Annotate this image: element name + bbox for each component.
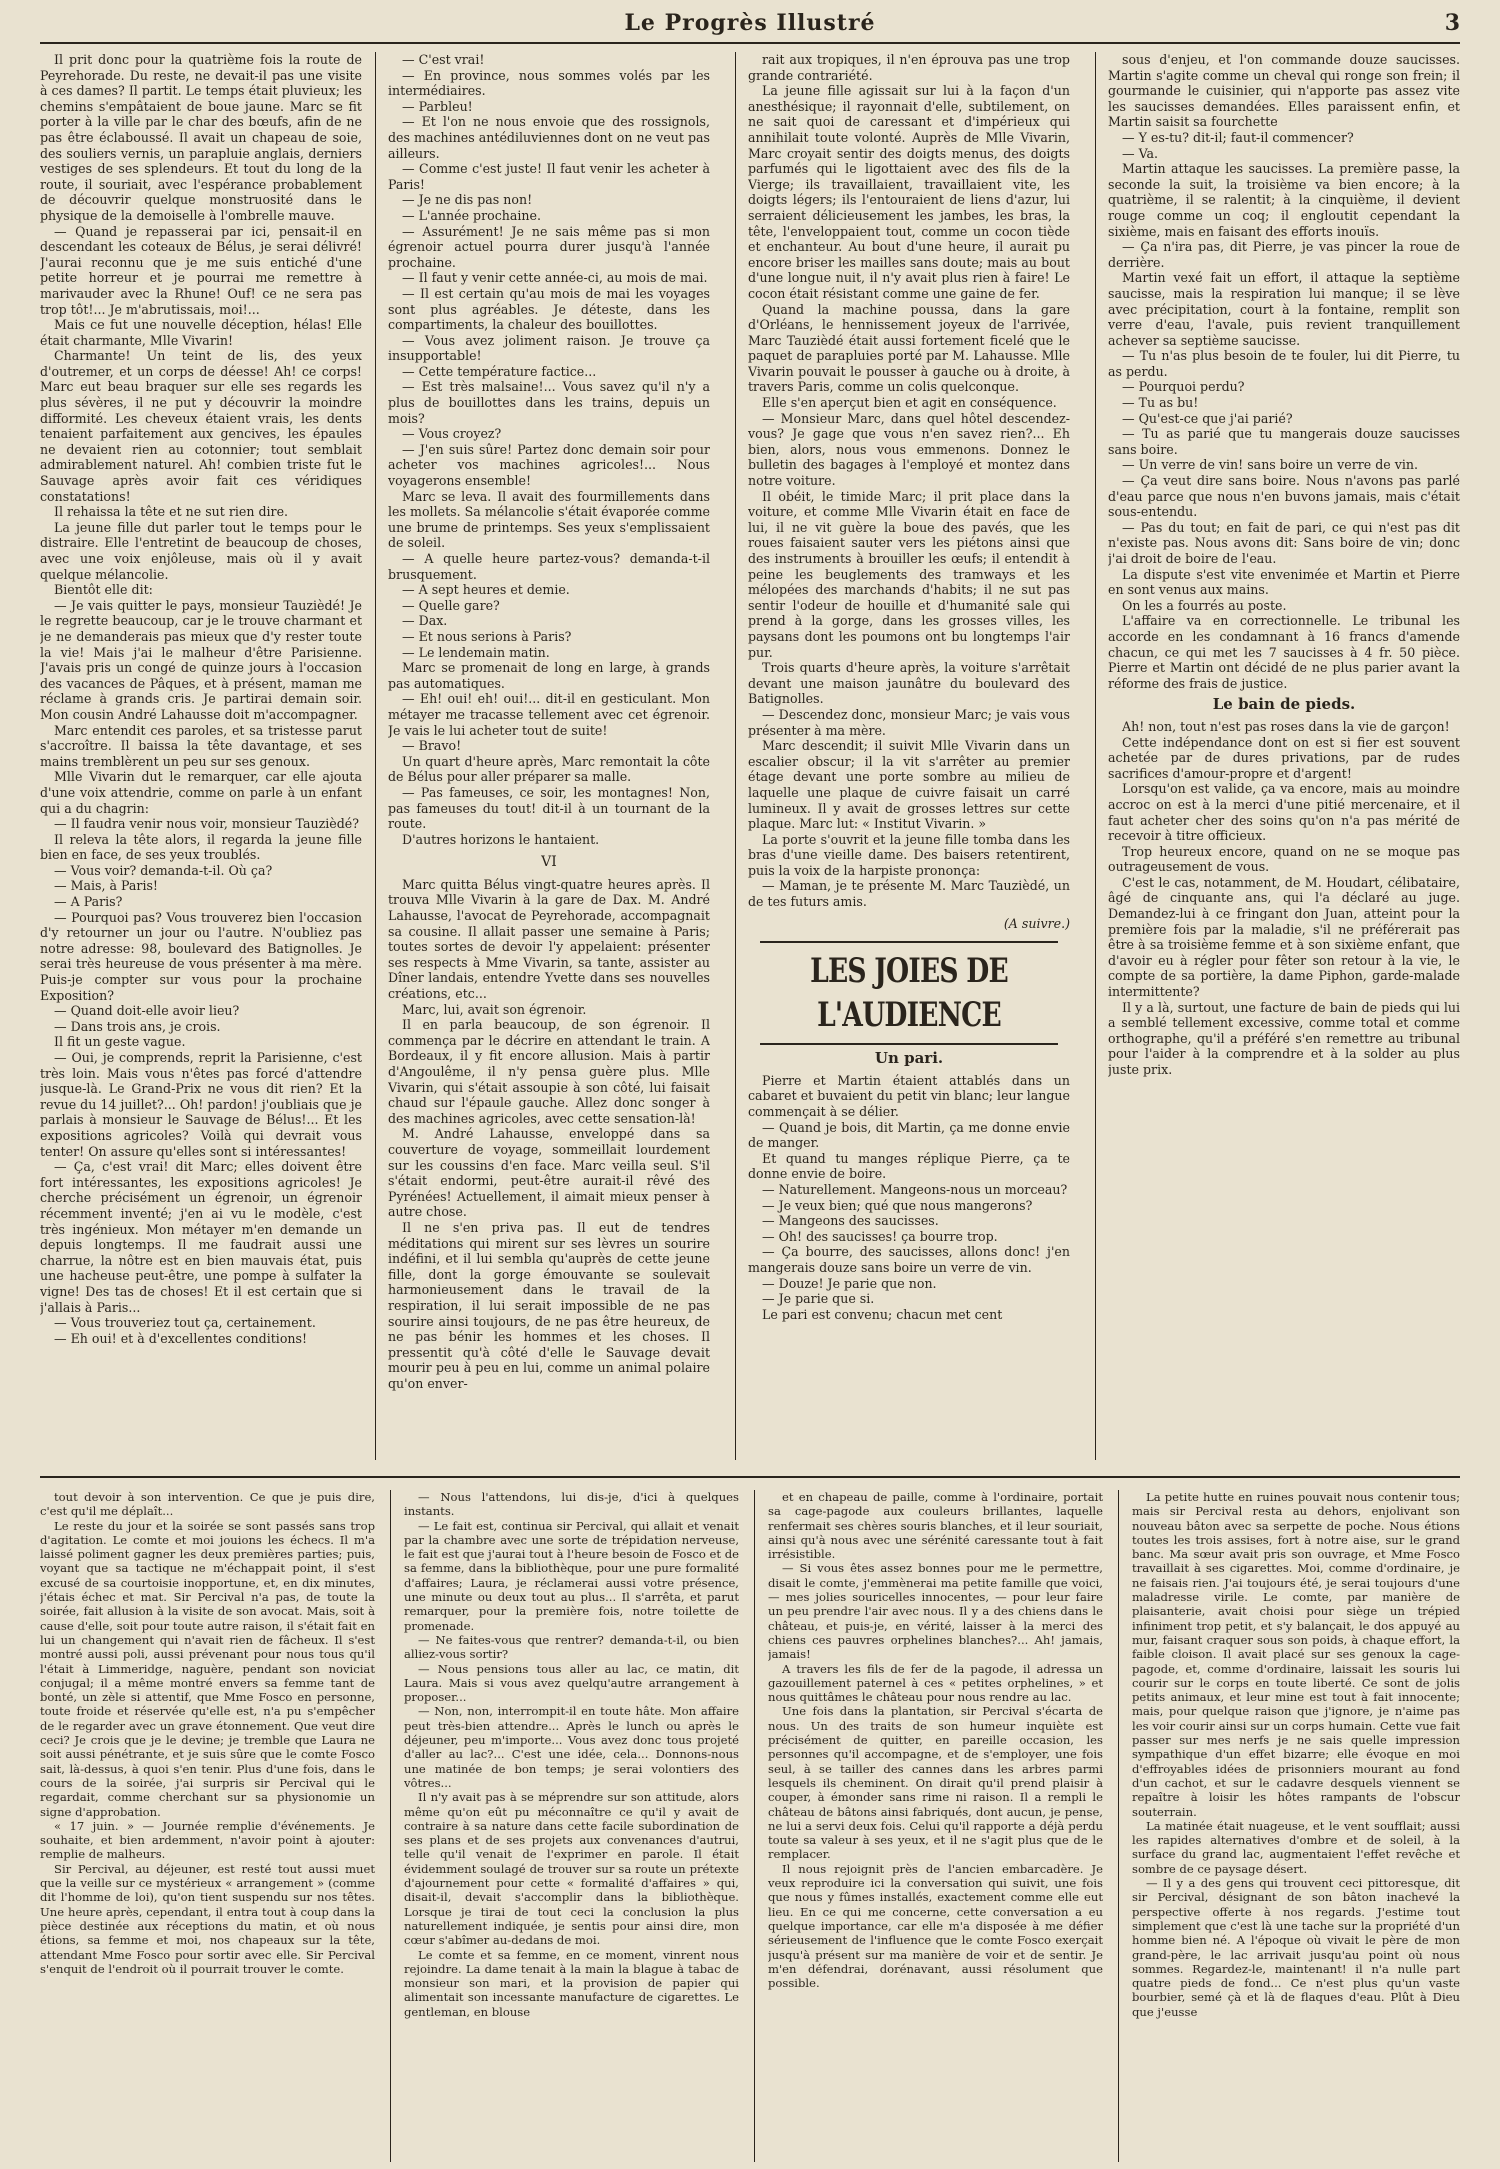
paragraph: — Pas du tout; en fait de pari, ce qui n'est pas dit n'existe pas. Nous avons dit: Sans boire de vin; donc j'ai droit de boire de l'eau.: [1108, 519, 1460, 566]
paragraph: — Mais, à Paris!: [54, 878, 158, 894]
paragraph: — Et l'on ne nous envoie que des rossignols, des machines antédiluviennes dont on ne veut pas ailleurs.: [388, 114, 710, 161]
to-be-continued: (A suivre.): [1003, 915, 1070, 931]
paragraph: — Non, non, interrompit-il en toute hâte. Mon affaire peut très-bien attendre... Après le lunch ou après le déjeuner, peu m'importe... Vous avez donc tous projeté d'aller au lac?... C'est une idée, cela... Donnons-nous une matinée de bon temps; je serai volontiers des vôtres...: [404, 1704, 739, 1790]
page-number: 3: [1444, 10, 1460, 36]
paragraph: — Ne faites-vous que rentrer? demanda-t-il, ou bien alliez-vous sortir?: [404, 1632, 739, 1662]
paragraph: — Je vais quitter le pays, monsieur Tauzièdé! Je le regrette beaucoup, car je le trouve charmant et je ne demanderais pas mieux que d'y rester toute la vie! Mais j'ai le malheur d'être Parisienne. J'avais pris un congé de quinze jours à l'occasion des vacances de Pâques, et à présent, maman me réclame à grands cris. Je partirai demain soir. Mon cousin André Lahausse doit m'accompagner.: [40, 597, 362, 722]
paragraph: C'est le cas, notamment, de M. Houdart, célibataire, âgé de cinquante ans, qui l'a déclaré au juge. Demandez-lui à ce fringant don Juan, atteint pour la première fois par la maladie, s'il ne préférerait pas être à sa troisième femme et à son sixième enfant, que d'avoir eu à régler pour fêter son retour à la vie, le compte de sa portière, la dame Piphon, garde-malade intermittente?: [1108, 874, 1460, 1000]
paragraph: et en chapeau de paille, comme à l'ordinaire, portait sa cage-pagode aux couleurs brillantes, laquelle renfermait ses chères souris blanches, et il leur souriait, ainsi qu'à nous avec une sérénité caressante tout à fait irrésistible.: [768, 1490, 1103, 1562]
paragraph: Il nous rejoignit près de l'ancien embarcadère. Je veux reproduire ici la conversation qui suivit, une fois que nous y fûmes installés, exactement comme elle eut lieu. En ce qui me concerne, cette conversation a eu quelque importance, car elle m'a disposée à me défier sérieusement de l'influence que le comte Fosco exerçait jusqu'à présent sur ma manière de voir et de sentir. Je m'en défendrai, dorénavant, aussi résolument que possible.: [768, 1861, 1103, 1991]
paragraph: Il n'y avait pas à se méprendre sur son attitude, alors même qu'on eût pu méconnaître ce qu'il y avait de contraire à sa nature dans cette facile subordination de ses plans et de ses projets aux convenances d'autrui, telle qu'il venait de l'exprimer en parole. Il était évidemment soulagé de trouver sur sa route un prétexte d'ajournement pour cette « formalité d'affaires » qui, disait-il, devait s'accomplir dans la bibliothèque. Lorsque je tirai de tout ceci la conclusion la plus naturellement indiquée, je sentis pour ainsi dire, mon cœur s'abîmer au-dedans de moi.: [404, 1790, 739, 1948]
paragraph: — Douze! Je parie que non.: [762, 1275, 937, 1291]
paragraph: On les a fourrés au poste.: [1122, 597, 1287, 613]
paragraph: — J'en suis sûre! Partez donc demain soir pour acheter vos machines agricoles!... Nous voyagerons ensemble!: [388, 441, 710, 489]
paragraph: Il rehaissa la tête et ne sut rien dire.: [54, 504, 289, 520]
paragraph: Il en parla beaucoup, de son égrenoir. Il commença par le décrire en attendant le train. A Bordeaux, il y fit encore allusion. Mais à partir d'Angoulême, il n'y pensa guère plus. Mlle Vivarin, qui s'était assoupie à son côté, lui faisait chaud sur l'épaule gauche. Allez donc songer à des machines agricoles, avec cette sensation-là!: [388, 1017, 710, 1126]
paragraph: — Un verre de vin! sans boire un verre de vin.: [1122, 457, 1418, 473]
paragraph: — Assurément! Je ne sais même pas si mon égrenoir actuel pourra durer jusqu'à l'année prochaine.: [388, 223, 710, 270]
chapter-number: VI: [541, 854, 557, 871]
paragraph: — Il faut y venir cette année-ci, au mois de mai.: [402, 270, 708, 286]
paragraph: — Le lendemain matin.: [402, 644, 550, 660]
paragraph: Et quand tu manges réplique Pierre, ça te donne envie de boire.: [748, 1150, 1070, 1182]
column-rule: [754, 1490, 755, 2162]
paragraph: Il fit un geste vague.: [54, 1034, 186, 1050]
paragraph: — Je ne dis pas non!: [402, 192, 533, 208]
paragraph: — Ça n'ira pas, dit Pierre, je vas pincer la roue de derrière.: [1108, 239, 1460, 270]
paragraph: — Ça, c'est vrai! dit Marc; elles doivent être fort intéressantes, les expositions agricoles! Je cherche précisément un égrenoir, un égrenoir récemment inventé; j'en ai vu le modèle, c'est très ingénieux. Mon métayer m'en demande un depuis longtemps. Il me faudrait aussi une charrue, la nôtre est en bien mauvais état, puis une hacheuse peut-être, une pompe à sulfater la vigne! Des tas de choses! Et il est certain que si j'allais à Paris...: [40, 1159, 362, 1315]
top-column-2: [388, 52, 710, 1460]
paragraph: — Naturellement. Mangeons-nous un morceau?: [762, 1182, 1068, 1197]
paragraph: La jeune fille agissait sur lui à la façon d'un anesthésique; il rayonnait d'elle, subtilement, on ne sait quoi de caressant et d'impérieux qui annihilait toute volonté. Auprès de Mlle Vivarin, Marc croyait sentir des doigts menus, des doigts parfumés qui le ligottaient avec des fils de la Vierge; ils travaillaient, travaillaient vite, les doigts légers; ils l'entouraient de liens d'azur, lui serraient délicieusement les jambes, les bras, la tête, l'enveloppaient tout, comme un cocon tiède et enchanteur. Au bout d'une heure, il aurait pu encore briser les mailles sans doute; mais au bout d'une longue nuit, il n'y avait plus rien à faire! Le cocon était résistant comme une gaine de fer.: [748, 83, 1070, 301]
paragraph: — Eh oui! et à d'excellentes conditions!: [54, 1330, 308, 1346]
paragraph: — Nous pensions tous aller au lac, ce matin, dit Laura. Mais si vous avez quelqu'autre arrangement à proposer...: [404, 1661, 739, 1705]
paragraph: — Eh! oui! eh! oui!... dit-il en gesticulant. Mon métayer me tracasse tellement avec cet égrenoir. Je vais le lui acheter tout de suite!: [388, 691, 710, 738]
paragraph: — A sept heures et demie.: [402, 582, 570, 598]
bottom-column-1: [40, 1490, 375, 2162]
paragraph: sous d'enjeu, et l'on commande douze saucisses. Martin s'agite comme un cheval qui ronge son frein; il gourmande le cuisinier, qui n'apporte pas assez vite les saucisses demandées. Elles paraissent enfin, et Martin saisit sa fourchette: [1108, 52, 1460, 130]
paragraph: — Il faudra venir nous voir, monsieur Tauzièdé?: [54, 816, 359, 832]
paragraph: D'autres horizons le hantaient.: [402, 831, 600, 847]
paragraph: L'affaire va en correctionnelle. Le tribunal les accorde en les condamnant à 16 francs d'amende chacun, ce qui met les 7 saucisses à 4 fr. 50 pièce. Pierre et Martin ont décidé de ne plus parier avant la réforme des frais de justice.: [1108, 613, 1460, 691]
paragraph: — Tu as bu!: [1122, 395, 1199, 411]
paragraph: — Oh! des saucisses! ça bourre trop.: [762, 1228, 998, 1244]
column-rule: [1118, 1490, 1119, 2162]
top-column-1: [40, 52, 362, 1460]
paragraph: tout devoir à son intervention. Ce que je puis dire, c'est qu'il me déplaît...: [40, 1490, 375, 1519]
paragraph: Mlle Vivarin dut le remarquer, car elle ajouta d'une voix attendrie, comme on parle à un enfant qui a du chagrin:: [40, 769, 362, 816]
paragraph: La porte s'ouvrit et la jeune fille tomba dans les bras d'une vieille dame. Des baisers retentirent, puis la voix de la harpiste prononça:: [748, 831, 1070, 878]
paragraph: Il y a là, surtout, une facture de bain de pieds qui lui a semblé tellement excessive, comme total et comme orthographe, qu'il a préféré s'en remettre au tribunal pour l'aider à la comprendre et à la solder au plus juste prix.: [1108, 999, 1460, 1077]
column-rule: [390, 1490, 391, 2162]
paragraph: — Et nous serions à Paris?: [402, 628, 572, 644]
paragraph: — Y es-tu? dit-il; faut-il commencer?: [1122, 129, 1354, 145]
paragraph: — Vous croyez?: [402, 426, 502, 442]
paragraph: — Pourquoi pas? Vous trouverez bien l'occasion d'y retourner un jour ou l'autre. N'oubliez pas notre adresse: 98, boulevard des Batignolles. Je serai très heureuse de vous présenter à ma mère. Puis-je compter sur vous pour la prochaine Exposition?: [40, 909, 362, 1003]
paragraph: — Ça bourre, des saucisses, allons donc! j'en mangerais douze sans boire un verre de vin.: [748, 1244, 1070, 1275]
paragraph: — Ça veut dire sans boire. Nous n'avons pas parlé d'eau parce que nous n'en buvons jamais, mais c'était sous-entendu.: [1108, 473, 1460, 520]
bottom-column-3: [768, 1490, 1103, 2162]
paragraph: rait aux tropiques, il n'en éprouva pas une trop grande contrariété.: [748, 52, 1070, 83]
paragraph: Marc se leva. Il avait des fourmillements dans les mollets. Sa mélancolie s'était évaporée comme une brume de printemps. Ses yeux s'emplissaient de soleil.: [388, 488, 710, 551]
paragraph: Marc, lui, avait son égrenoir.: [402, 1001, 587, 1017]
paragraph: — Dans trois ans, je crois.: [54, 1018, 221, 1034]
column-rule: [735, 52, 736, 1460]
article-subtitle: Le bain de pieds.: [1212, 695, 1356, 714]
top-column-3: [748, 52, 1070, 1460]
paragraph: Ah! non, tout n'est pas roses dans la vie de garçon!: [1122, 718, 1450, 734]
paragraph: — Qu'est-ce que j'ai parié?: [1122, 410, 1293, 426]
column-rule: [1095, 52, 1096, 1460]
paragraph: — En province, nous sommes volés par les intermédiaires.: [388, 67, 710, 99]
section-rule: [40, 1476, 1460, 1478]
paragraph: Marc quitta Bélus vingt-quatre heures après. Il trouva Mlle Vivarin à la gare de Dax. M. André Lahausse, l'avocat de Peyrehorade, accompagnait sa cousine. Il allait passer une semaine à Paris; toutes sortes de devoir l'y appelaient: présenter ses respects à Mme Vivarin, sa tante, assister au Dîner landais, entendre Yvette dans ses nouvelles créations, etc...: [388, 876, 710, 1002]
paragraph: Sir Percival, au déjeuner, est resté tout aussi muet que la veille sur ce mystérieux « arrangement » (comme dit l'homme de loi), qu'on tient suspendu sur nos têtes. Une heure après, cependant, il entra tout à coup dans la pièce destinée aux réceptions du matin, et où nous étions, sa femme et moi, nos chapeaux sur la tête, attendant Mme Fosco pour sortir avec elle. Sir Percival s'enquit de l'endroit où il pourrait trouver le comte.: [40, 1861, 375, 1976]
paragraph: La jeune fille dut parler tout le temps pour le distraire. Elle l'entretint de beaucoup de choses, avec une voix enjôleuse, mais où il y avait quelque mélancolie.: [40, 519, 362, 582]
paragraph: — Mangeons des saucisses.: [762, 1213, 939, 1229]
paragraph: Elle s'en aperçut bien et agit en conséquence.: [762, 395, 1057, 411]
paragraph: — A quelle heure partez-vous? demanda-t-il brusquement.: [388, 551, 710, 582]
paragraph: — Vous trouveriez tout ça, certainement.: [54, 1315, 316, 1331]
paragraph: M. André Lahausse, enveloppé dans sa couverture de voyage, sommeillait lourdement sur les coussins d'en face. Marc veilla seul. S'il s'était endormi, peut-être aurait-il rêvé des Pyrénées! Actuellement, il aimait mieux penser à autre chose.: [388, 1126, 710, 1220]
paragraph: — Est très malsaine!... Vous savez qu'il n'y a plus de bouillottes dans les trains, depuis un mois?: [388, 379, 710, 426]
paragraph: — Le fait est, continua sir Percival, qui allait et venait par la chambre avec une sorte de trépidation nerveuse, le fait est que j'aurai tout à l'heure besoin de Fosco et de sa femme, dans la bibliothèque, pour une pure formalité d'affaires; Laura, je réclamerai aussi votre présence, une minute ou deux tout au plus... Il s'arrêta, et parut remarquer, pour la première fois, notre toilette de promenade.: [404, 1518, 739, 1633]
paragraph: Pierre et Martin étaient attablés dans un cabaret et buvaient du petit vin blanc; leur langue commençait à se délier.: [748, 1072, 1070, 1120]
paragraph: Martin attaque les saucisses. La première passe, la seconde la suit, la troisième va bien encore; à la quatrième, il se ralentit; à la cinquième, il devient rouge comme un coq; il engloutit cependant la sixième, mais en faisant des efforts inouïs.: [1108, 161, 1460, 239]
paragraph: — A Paris?: [54, 894, 123, 910]
paragraph: Il ne s'en priva pas. Il eut de tendres méditations qui mirent sur ses lèvres un sourire indéfini, et il lui sembla qu'auprès de cette jeune fille, dont la gorge émouvante se soulevait harmonieusement dans le travail de la respiration, il lui serait impossible de ne pas sourire ainsi toujours, de ne pas être heureux, de ne pas bénir les hommes et les choses. Il pressentit qu'à côté d'elle le Sauvage devait mourir peu à peu en lui, comme un animal polaire qu'on enver-: [388, 1219, 710, 1391]
paragraph: — Maman, je te présente M. Marc Tauzièdé, un de tes futurs amis.: [748, 878, 1070, 910]
paragraph: — Nous l'attendons, lui dis-je, d'ici à quelques instants.: [404, 1490, 739, 1519]
paragraph: — Quand je repasserai par ici, pensait-il en descendant les coteaux de Bélus, je serai délivré! J'aurai reconnu que je me suis entiché d'une petite horreur et je pourrai me remettre à marivauder avec la Rhune! Ouf! ce ne sera pas trop tôt!... Je m'abrutissais, moi!...: [40, 223, 362, 317]
paragraph: — Si vous êtes assez bonnes pour me le permettre, disait le comte, j'emmènerai ma petite famille que voici, — mes jolies souricelles innocentes, — pour leur faire un peu prendre l'air avec nous. Il y a des chiens dans le château, et puis-je, en vérité, laisser à la merci des chiens ces pauvres orphelines blanches?... Ah! jamais, jamais!: [768, 1561, 1103, 1662]
paragraph: Marc entendit ces paroles, et sa tristesse parut s'accroître. Il baissa la tête davantage, et ses mains tremblèrent un peu sur ses genoux.: [40, 722, 362, 769]
paragraph: Le pari est convenu; chacun met cent: [762, 1306, 1003, 1322]
paragraph: — Monsieur Marc, dans quel hôtel descendez-vous? Je gage que vous n'en savez rien?... Eh bien, alors, nous vous emmenons. Donnez le bulletin des bagages à l'employé et montez dans notre voiture.: [748, 410, 1070, 489]
paragraph: — Pas fameuses, ce soir, les montagnes! Non, pas fameuses du tout! dit-il à un tournant de la route.: [388, 784, 710, 832]
paragraph: La dispute s'est vite envenimée et Martin et Pierre en sont venus aux mains.: [1108, 566, 1460, 598]
paragraph: — Il y a des gens qui trouvent ceci pittoresque, dit sir Percival, désignant de son bâton inachevé la perspective offerte à nos regards. J'estime tout simplement que c'est là une tache sur la propriété d'un homme bien né. A l'époque où vivait le père de mon grand-père, le lac arrivait jusqu'au point où nous sommes. Regardez-le, maintenant! il n'a nulle part quatre pieds de fond... Ce n'est plus qu'un vaste bourbier, semé çà et là de flaques d'eau. Plût à Dieu que j'eusse: [1132, 1876, 1460, 2019]
paragraph: — Tu n'as plus besoin de te fouler, lui dit Pierre, tu as perdu.: [1108, 348, 1460, 379]
paragraph: « 17 juin. » — Journée remplie d'événements. Je souhaite, et bien ardemment, n'avoir point à ajouter: remplie de malheurs.: [40, 1818, 375, 1862]
paragraph: Il obéit, le timide Marc; il prit place dans la voiture, et comme Mlle Vivarin était en face de lui, il ne vit guère la boue des pavés, que les roues faisaient sauter vers les piétons ainsi que des instruments à brouiller les œufs; il entendit à peine les beuglements des tramways et les mélopées des marchands d'habits; il ne sut pas sentir l'odeur de houille et d'humanité sale qui prend à la gorge, dans les grosses villes, les paysans dont les poumons ont bu longtemps l'air pur.: [748, 488, 1070, 660]
paragraph: — Comme c'est juste! Il faut venir les acheter à Paris!: [388, 161, 710, 192]
paragraph: Il releva la tête alors, il regarda la jeune fille bien en face, de ses yeux troublés.: [40, 831, 362, 863]
paragraph: Un quart d'heure après, Marc remontait la côte de Bélus pour aller préparer sa malle.: [388, 753, 710, 785]
paragraph: Lorsqu'on est valide, ça va encore, mais au moindre accroc on est à la merci d'une pitié mercenaire, et il faut acheter cher des soins qu'on n'a pas mérité de recevoir à titre officieux.: [1108, 781, 1460, 844]
paragraph: Cette indépendance dont on est si fier est souvent achetée par de dures privations, par de rudes sacrifices d'amour-propre et d'argent!: [1108, 734, 1460, 781]
bottom-column-2: [404, 1490, 739, 2162]
paragraph: — Quand je bois, dit Martin, ça me donne envie de manger.: [748, 1119, 1070, 1151]
section-title: LES JOIES DE L'AUDIENCE: [760, 941, 1058, 1045]
paragraph: Mais ce fut une nouvelle déception, hélas! Elle était charmante, Mlle Vivarin!: [40, 317, 362, 348]
page-header: [40, 8, 1460, 44]
paragraph: — Vous avez joliment raison. Je trouve ça insupportable!: [388, 332, 710, 364]
paragraph: — Tu as parié que tu mangerais douze saucisses sans boire.: [1108, 426, 1460, 457]
paragraph: Marc se promenait de long en large, à grands pas automatiques.: [388, 660, 710, 691]
paragraph: — Dax.: [402, 613, 448, 629]
paragraph: Trop heureux encore, quand on ne se moque pas outrageusement de vous.: [1108, 843, 1460, 875]
bottom-column-4: [1132, 1490, 1460, 2162]
paragraph: Le comte et sa femme, en ce moment, vinrent nous rejoindre. La dame tenait à la main la blague à tabac de monsieur son mari, et la provision de papier qui alimentait son incessante manufacture de cigarettes. Le gentleman, en blouse: [404, 1947, 739, 2019]
paragraph: — Va.: [1122, 145, 1159, 161]
article-subtitle: Un pari.: [874, 1049, 944, 1068]
paragraph: Trois quarts d'heure après, la voiture s'arrêtait devant une maison jaunâtre du boulevard des Batignolles.: [748, 660, 1070, 707]
paragraph: — Descendez donc, monsieur Marc; je vais vous présenter à ma mère.: [748, 706, 1070, 738]
paragraph: — Je veux bien; qué que nous mangerons?: [762, 1197, 1033, 1213]
paragraph: — Parbleu!: [402, 98, 473, 114]
newspaper-title: Le Progrès Illustré: [624, 10, 876, 36]
top-column-4: [1108, 52, 1460, 1460]
paragraph: — Oui, je comprends, reprit la Parisienne, c'est très loin. Mais vous n'êtes pas forcé d'attendre jusque-là. Le Grand-Prix ne vous dit rien? Et la revue du 14 juillet?... Oh! pardon! j'oubliais que je parlais à monsieur le Sauvage de Bélus!... Et les expositions agricoles? Voilà qui devrait vous tenter! On assure qu'elles sont si intéressantes!: [40, 1050, 362, 1159]
paragraph: — Cette température factice...: [402, 363, 597, 379]
paragraph: Il prit donc pour la quatrième fois la route de Peyrehorade. Du reste, ne devait-il pas une visite à ces dames? Il partit. Le temps était pluvieux; les chemins s'empâtaient de boue jaune. Marc se fit porter à la ville par le char des bœufs, afin de ne pas être éclaboussé. Il avait un chapeau de soie, des souliers vernis, un parapluie anglais, derniers vestiges de ses splendeurs. Et tout du long de la route, il souriait, avec l'espérance probablement de découvrir quelque monstruosité dans le physique de la demoiselle à l'ombrelle mauve.: [40, 52, 362, 223]
paragraph: La matinée était nuageuse, et le vent soufflait; aussi les rapides alternatives d'ombre et de soleil, à la surface du grand lac, augmentaient l'effet revêche et sombre de ce paysage désert.: [1132, 1818, 1460, 1876]
paragraph: — C'est vrai!: [402, 52, 485, 67]
paragraph: — Il est certain qu'au mois de mai les voyages sont plus agréables. Je déteste, dans les compartiments, la chaleur des bouillottes.: [388, 285, 710, 333]
paragraph: Charmante! Un teint de lis, des yeux d'outremer, et un corps de déesse! Ah! ce corps! Marc eut beau braquer sur elle ses regards les plus sévères, il ne put y découvrir la moindre difformité. Les cheveux étaient vrais, les dents tenaient parfaitement aux gencives, les épaules ne devaient rien au cotonnier; tout semblait admirablement naturel. Ah! combien triste fut le Sauvage après avoir fait ces véridiques constatations!: [40, 348, 362, 504]
paragraph: — Quand doit-elle avoir lieu?: [54, 1003, 240, 1019]
paragraph: Bientôt elle dit:: [54, 582, 153, 598]
paragraph: — Je parie que si.: [762, 1291, 875, 1307]
paragraph: Martin vexé fait un effort, il attaque la septième saucisse, mais la respiration lui manque; il se lève avec précipitation, court à la fontaine, remplit son verre d'eau, l'avale, puis revient tranquillement achever sa septième saucisse.: [1108, 270, 1460, 348]
paragraph: La petite hutte en ruines pouvait nous contenir tous; mais sir Percival resta au dehors, enjolivant son nouveau bâton avec sa serpette de poche. Nous étions toutes les trois assises, fort à notre aise, sur le grand banc. Ma sœur avait pris son ouvrage, et Mme Fosco travaillait à ses cigarettes. Moi, comme d'ordinaire, je ne faisais rien. J'ai toujours été, je serai toujours d'une maladresse virile. Le comte, par manière de plaisanterie, avait choisi pour siège un trépied infiniment trop petit, et s'y balançait, le dos appuyé au mur, faisant craquer sous son poids, à chaque effort, la faible cloison. Il avait placé sur ses genoux la cage-pagode, et, comme d'ordinaire, laissait les souris lui courir sur le corps en toute liberté. Ce sont de jolis petits animaux, et leur mine est tout à fait innocente; mais, pour quelque raison que j'ignore, je n'aime pas les voir courir ainsi sur un corps humain. Cette vue fait passer sur mes nerfs je ne sais quelle impression sympathique d'un effet bizarre; elle évoque en moi d'effroyables idées de prisonniers mourant au fond d'un cachot, et sur le cadavre desquels viennent se repaître à loisir les hôtes rampants de l'obscur souterrain.: [1132, 1490, 1460, 1819]
paragraph: A travers les fils de fer de la pagode, il adressa un gazouillement paternel à ces « petites orphelines, » et nous quittâmes le château pour nous rendre au lac.: [768, 1661, 1103, 1705]
paragraph: — Pourquoi perdu?: [1122, 379, 1245, 395]
paragraph: — Quelle gare?: [402, 597, 500, 613]
paragraph: Marc descendit; il suivit Mlle Vivarin dans un escalier obscur; il la vit s'arrêter au premier étage devant une porte sombre au milieu de laquelle une plaque de cuivre faisait un carré lumineux. Il y avait de grosses lettres sur cette plaque. Marc lut: « Institut Vivarin. »: [748, 738, 1070, 832]
paragraph: Une fois dans la plantation, sir Percival s'écarta de nous. Un des traits de son humeur inquiète est précisément de quitter, en pareille occasion, les personnes qu'il accompagne, et de s'employer, une fois seul, à se tailler des cannes dans les arbres parmi lesquels ils cheminent. On dirait qu'il prend plaisir à couper, à émonder sans rime ni raison. Il a rempli le château de bâtons ainsi fabriqués, dont aucun, je pense, ne lui a servi deux fois. Celui qu'il rapporte a déjà perdu toute sa valeur à ses yeux, et il ne s'agit plus que de le remplacer.: [768, 1704, 1103, 1862]
paragraph: Quand la machine poussa, dans la gare d'Orléans, le hennissement joyeux de l'arrivée, Marc Tauzièdé était aussi fortement ficelé que le paquet de parapluies porté par M. Lahausse. Mlle Vivarin pouvait le pousser à gauche ou à droite, à travers Paris, comme un colis quelconque.: [748, 301, 1070, 395]
column-rule: [375, 52, 376, 1460]
paragraph: — L'année prochaine.: [402, 207, 541, 223]
paragraph: Le reste du jour et la soirée se sont passés sans trop d'agitation. Le comte et moi jouions les échecs. Il m'a laissé poliment gagner les deux premières parties; puis, voyant que sa tactique ne m'échappait point, il s'est excusé de sa courtoisie inopportune, et, en dix minutes, j'étais échec et mat. Sir Percival n'a pas, de toute la soirée, fait allusion à la visite de son avocat. Mais, soit à cause d'elle, soit pour toute autre raison, il s'était fait en lui un changement qui n'avait rien de fâcheux. Il s'est montré aussi poli, aussi prévenant pour nous tous qu'il l'était à Limmeridge, naguère, pendant son noviciat conjugal; il a même montré envers sa femme tant de bonté, un zèle si attentif, que Mme Fosco en personne, toute froide et réservée qu'elle est, n'a pu s'empêcher de le regarder avec un grave étonnement. Que veut dire ceci? Je crois que je le devine; je tremble que Laura ne soit aussi pénétrante, et je suis sûre que le comte Fosco sait, là-dessus, à quoi s'en tenir. Plus d'une fois, dans le cours de la soirée, j'ai surpris sir Percival qui le regardait, comme cherchant sur sa physionomie un signe d'approbation.: [40, 1518, 375, 1819]
paragraph: — Bravo!: [402, 738, 462, 754]
paragraph: — Vous voir? demanda-t-il. Où ça?: [54, 862, 273, 878]
